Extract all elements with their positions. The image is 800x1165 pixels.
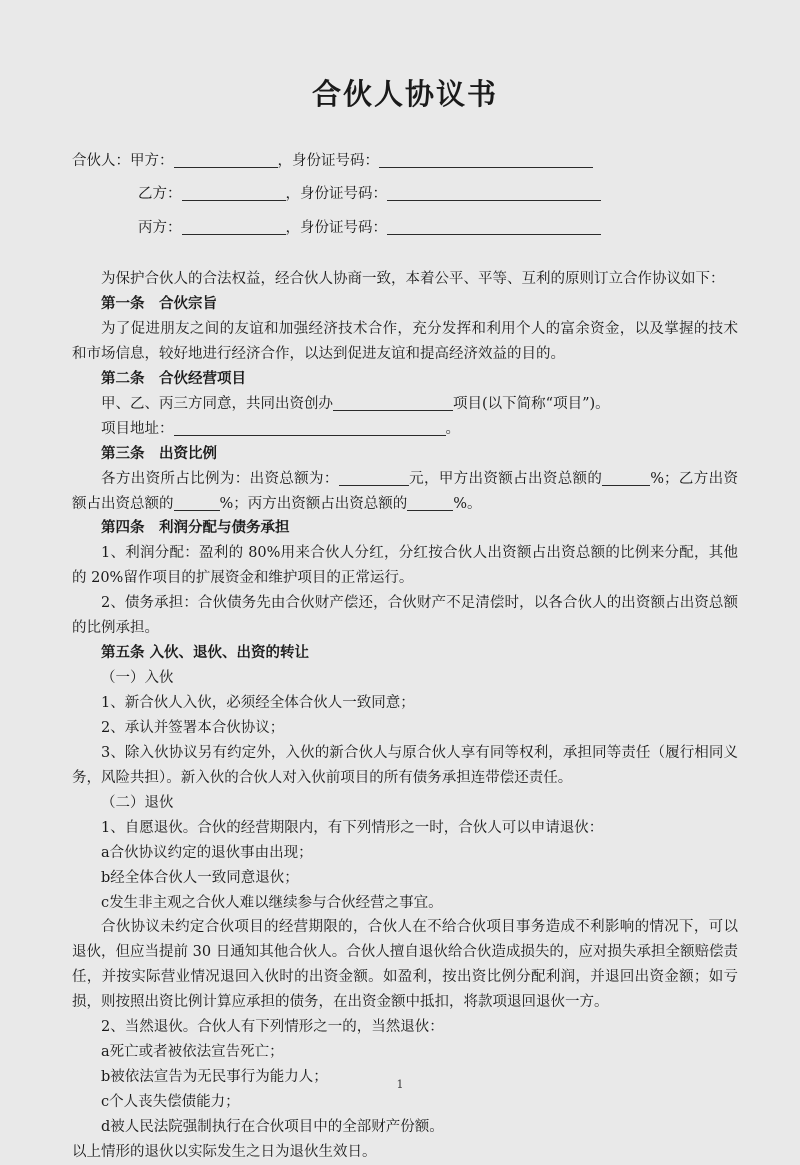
partner-label: 合伙人： — [72, 152, 130, 169]
page-title: 合伙人协议书 — [311, 77, 498, 111]
article-5-number: 第五条 — [101, 644, 145, 662]
article-3-title: 出资比例 — [159, 444, 217, 462]
list-item-letter: a — [101, 1044, 110, 1061]
article-5-title: 入伙、退伙、出资的转让 — [149, 644, 310, 662]
article-2-heading — [72, 367, 738, 392]
id-label-bing: 身份证号码： — [300, 219, 387, 236]
party-id-blank-jia[interactable] — [379, 152, 593, 168]
article-2-line1-pre: 甲、乙、丙三方同意，共同出资创办 — [101, 395, 333, 412]
party-label-jia: 甲方： — [130, 152, 174, 169]
contribution-text-2: 元，甲方出资额占出资总额的 — [408, 470, 603, 487]
article-5-sub-1-title: （一）入伙 — [101, 670, 174, 687]
article-2-line-2 — [72, 417, 738, 442]
party-name-blank-bing[interactable] — [182, 219, 286, 235]
article-2-line-1 — [72, 392, 738, 417]
list-item-letter: a — [101, 844, 110, 861]
article-1-title: 合伙宗旨 — [159, 295, 217, 313]
list-item-letter: c — [101, 1094, 110, 1111]
list-item-letter: b — [101, 869, 111, 886]
separator-comma: ， — [285, 186, 300, 203]
party-label-yi: 乙方： — [138, 186, 182, 203]
parties-block — [72, 150, 738, 239]
contribution-pct-blank-bing[interactable] — [407, 495, 453, 511]
contribution-pct-blank-yi[interactable] — [174, 495, 220, 511]
article-5-sub-2-item-2: 2、当然退伙。合伙人有下列情形之一的，当然退伙： — [101, 1019, 444, 1036]
project-name-blank[interactable] — [333, 395, 453, 411]
article-2-number: 第二条 — [101, 369, 145, 387]
list-item — [72, 841, 738, 866]
contribution-total-label: 各方出资所占比例为：出资总额为： — [101, 470, 339, 487]
list-item-text: 合伙协议约定的退伙事由出现； — [109, 844, 313, 861]
preamble-paragraph: 为保护合伙人的合法权益，经合伙人协商一致，本着公平、平等、互利的原则订立合作协议如下： — [101, 271, 725, 288]
party-row — [72, 217, 738, 239]
list-item-text: 死亡或者被依法宣告死亡； — [109, 1044, 284, 1061]
list-item — [72, 1040, 738, 1065]
article-2-title: 合伙经营项目 — [159, 369, 246, 387]
article-5-sub-1-item: 1、新合伙人入伙，必须经全体合伙人一致同意； — [101, 695, 415, 712]
party-id-blank-bing[interactable] — [387, 219, 601, 235]
list-item — [72, 866, 738, 891]
project-address-blank[interactable] — [174, 420, 446, 436]
party-label-bing: 丙方： — [138, 219, 182, 236]
list-item — [72, 1115, 738, 1140]
list-item-text: 被依法宣告为无民事行为能力人； — [110, 1069, 328, 1086]
article-3-number: 第三条 — [101, 444, 145, 462]
article-5-heading — [72, 641, 738, 666]
article-5-sub-2-title: （二）退伙 — [101, 794, 174, 811]
separator-comma: ， — [277, 152, 292, 169]
id-label-yi: 身份证号码： — [300, 186, 387, 203]
list-item-text: 被人民法院强制执行在合伙项目中的全部财产份额。 — [110, 1118, 444, 1135]
article-3-body — [72, 467, 738, 517]
article-5-sub-1-item: 2、承认并签署本合伙协议； — [101, 719, 285, 736]
party-name-blank-yi[interactable] — [182, 185, 286, 201]
list-item-text: 个人丧失偿债能力； — [109, 1094, 240, 1111]
party-name-blank-jia[interactable] — [174, 152, 278, 168]
article-1-body: 为了促进朋友之间的友谊和加强经济技术合作，充分发挥和利用个人的富余资金，以及掌握的技术和市场信息，较好地进行经济合作，以达到促进友谊和提高经济效益的目的。 — [72, 320, 738, 362]
party-row — [72, 150, 738, 172]
project-address-label: 项目地址： — [101, 420, 174, 437]
article-5-sub-1-item: 3、除入伙协议另有约定外，入伙的新合伙人与原合伙人享有同等权利，承担同等责任（履行相同义务，风险共担）。新入伙的合伙人对入伙前项目的所有债务承担连带偿还责任。 — [72, 744, 738, 786]
list-item-letter: d — [101, 1118, 111, 1135]
party-id-blank-yi[interactable] — [387, 185, 601, 201]
list-item-letter: b — [101, 1069, 111, 1086]
separator-comma: ， — [285, 219, 300, 236]
contribution-text-4: %；丙方出资额占出资总额的 — [219, 495, 408, 512]
list-item-text: 经全体合伙人一致同意退伙； — [110, 869, 299, 886]
article-1-heading — [72, 292, 738, 317]
list-item — [72, 891, 738, 916]
contribution-text-3: %；乙方出资额占出资总额的 — [72, 470, 738, 512]
article-3-heading — [72, 442, 738, 467]
article-5-closing: 以上情形的退伙以实际发生之日为退伙生效日。 — [72, 1143, 377, 1160]
contribution-pct-blank-jia[interactable] — [602, 470, 650, 486]
article-5-sub-2-paragraph: 合伙协议未约定合伙项目的经营期限的，合伙人在不给合伙项目事务造成不利影响的情况下，可以退伙，但应当提前 30 日通知其他合伙人。合伙人擅自退伙给合伙造成损失的，应对损失承担全额赔偿责任，并按实际营业情况退回入伙时的出资金额。如盈利，按出资比例分配利润，并退回出资金额；如亏损，则按照出资比例计算应承担的债务，在出资金额中抵扣，将款项退回退伙一方。 — [72, 919, 738, 1011]
article-1-number: 第一条 — [101, 295, 145, 313]
article-2-line1-post: 项目(以下简称“项目”)。 — [453, 395, 610, 412]
contribution-total-blank[interactable] — [339, 470, 409, 486]
article-4-number: 第四条 — [101, 519, 145, 537]
article-4-title: 利润分配与债务承担 — [159, 519, 290, 537]
list-item — [72, 1090, 738, 1115]
article-2-line2-post: 。 — [445, 420, 460, 437]
list-item-text: 发生非主观之合伙人难以继续参与合伙经营之事宜。 — [109, 894, 443, 911]
article-4-heading — [72, 516, 738, 541]
id-label-jia: 身份证号码： — [292, 152, 379, 169]
list-item-letter: c — [101, 894, 110, 911]
page-number-footer: 1 — [396, 1078, 404, 1091]
article-5-sub-2-item-1: 1、自愿退伙。合伙的经营期限内，有下列情形之一时，合伙人可以申请退伙： — [101, 819, 604, 836]
party-row — [72, 183, 738, 205]
document-body — [72, 267, 738, 1165]
article-4-item-1: 1、利润分配：盈利的 80%用来合伙人分红，分红按合伙人出资额占出资总额的比例来分配，其他的 20%留作项目的扩展资金和维护项目的正常运行。 — [72, 545, 738, 587]
article-4-item-2: 2、债务承担：合伙债务先由合伙财产偿还，合伙财产不足清偿时，以各合伙人的出资额占出资总额的比例承担。 — [72, 595, 738, 637]
contribution-text-5: %。 — [453, 495, 482, 512]
